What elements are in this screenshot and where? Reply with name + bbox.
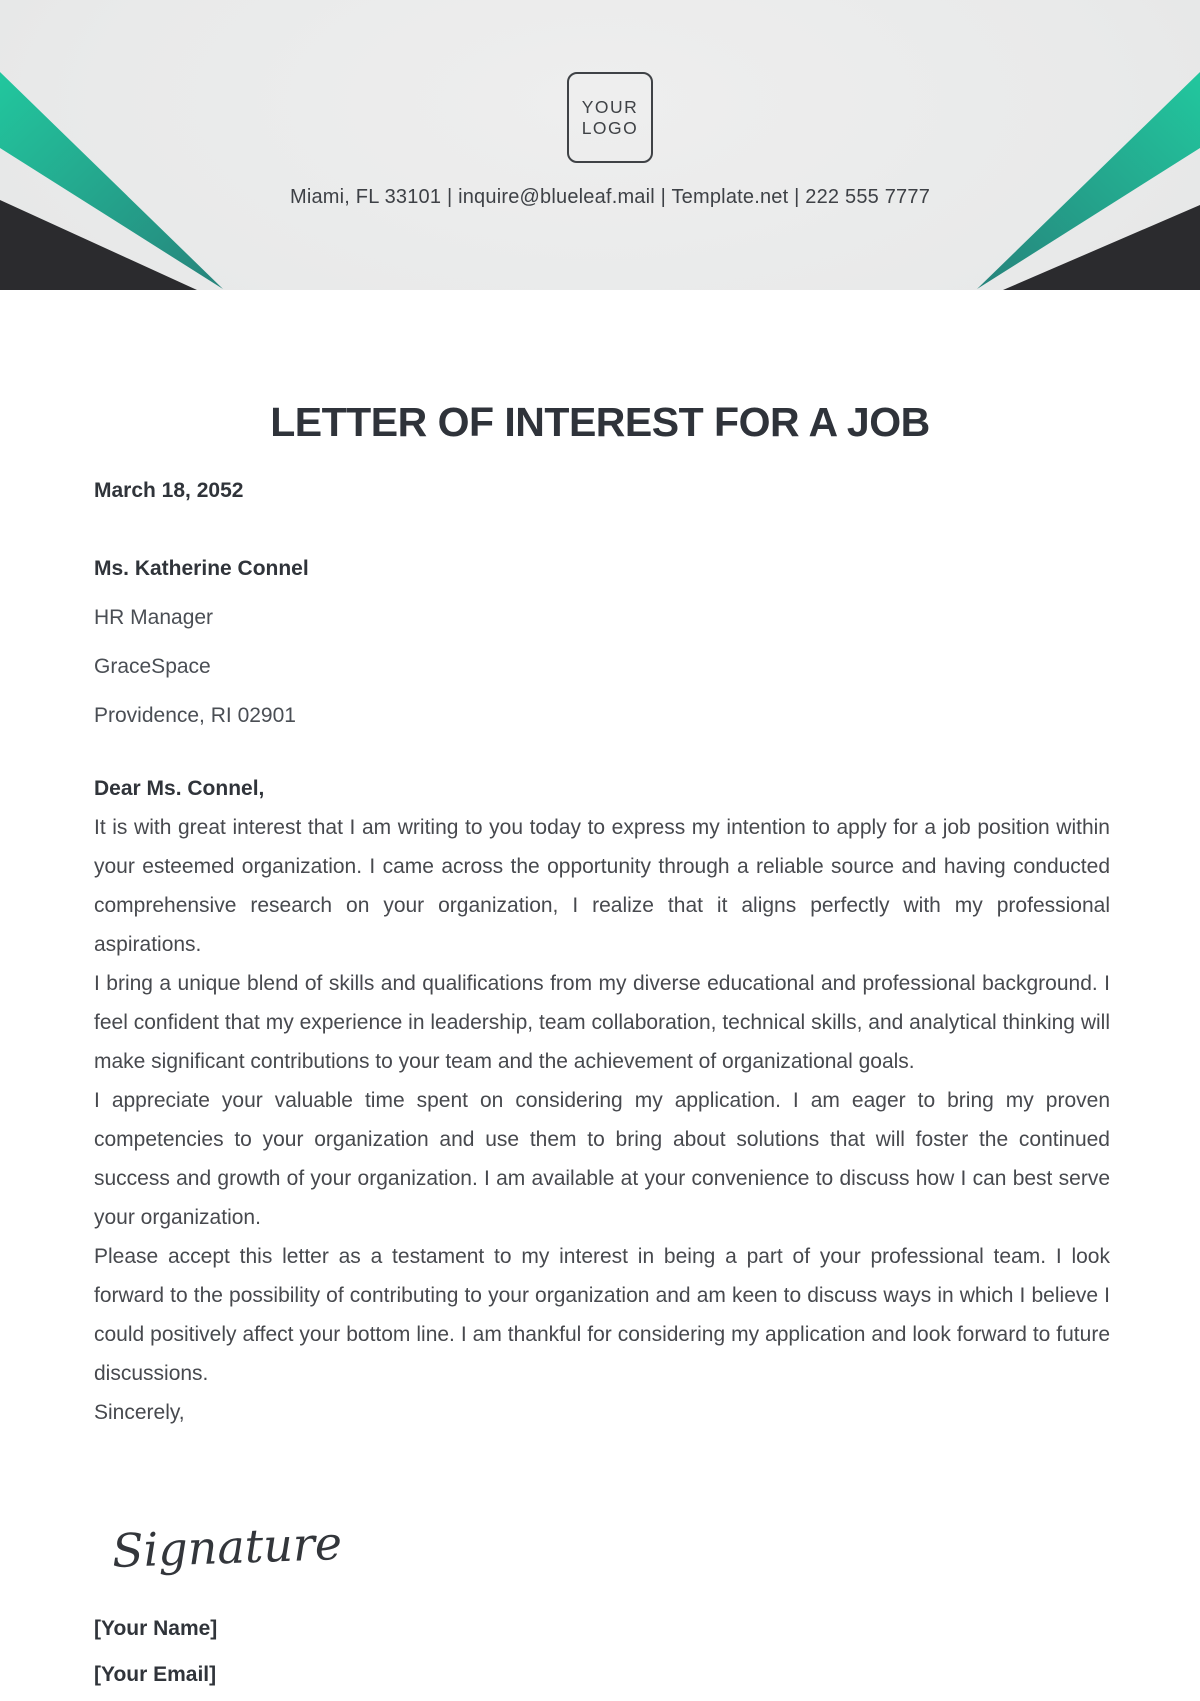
sender-name-placeholder: [Your Name] [94,1617,218,1640]
sender-block [94,1606,217,1698]
letter-date: March 18, 2052 [94,479,244,502]
recipient-role: HR Manager [94,606,214,629]
recipient-block [94,544,309,740]
recipient-location: Providence, RI 02901 [94,704,296,727]
signature-image: Signature [111,1516,343,1578]
page-title: LETTER OF INTEREST FOR A JOB [270,399,930,445]
contact-info: Miami, FL 33101 | inquire@blueleaf.mail | Template.net | 222 555 7777 [289,186,931,208]
letterhead [0,0,1200,290]
body-paragraph: It is with great interest that I am writing to you today to express my intention to apply for a job position within your esteemed organization. I came across the opportunity through a reliable source and having conducted comprehensive research on your organization, I realize that it aligns perfectly with my professional aspirations. [94,816,1110,956]
logo-line-1: YOUR [581,96,639,117]
logo-text [582,97,639,139]
logo-line-2: LOGO [581,117,639,138]
logo-placeholder [567,72,653,163]
letter-body [94,769,1110,1432]
body-paragraph: I appreciate your valuable time spent on considering my application. I am eager to bring my proven competencies to your organization and use them to bring about solutions that will foster the continued success and growth of your organization. I am available at your convenience to discuss how I can best serve your organization. [94,1089,1110,1229]
salutation: Dear Ms. Connel, [94,777,265,800]
body-paragraph: Please accept this letter as a testament to my interest in being a part of your professional team. I look forward to the possibility of contributing to your organization and am keen to discuss ways in which I believe I could positively affect your bottom line. I am thankful for considering my application and look forward to future discussions. [94,1245,1110,1385]
recipient-company: GraceSpace [94,655,211,678]
recipient-name: Ms. Katherine Connel [94,557,309,580]
sender-email-placeholder: [Your Email] [94,1663,217,1686]
body-paragraph: I bring a unique blend of skills and qualifications from my diverse educational and professional background. I feel confident that my experience in leadership, team collaboration, technical skills, and analytical thinking will make significant contributions to your team and the achievement of organizational goals. [94,972,1110,1073]
closing: Sincerely, [94,1401,185,1424]
